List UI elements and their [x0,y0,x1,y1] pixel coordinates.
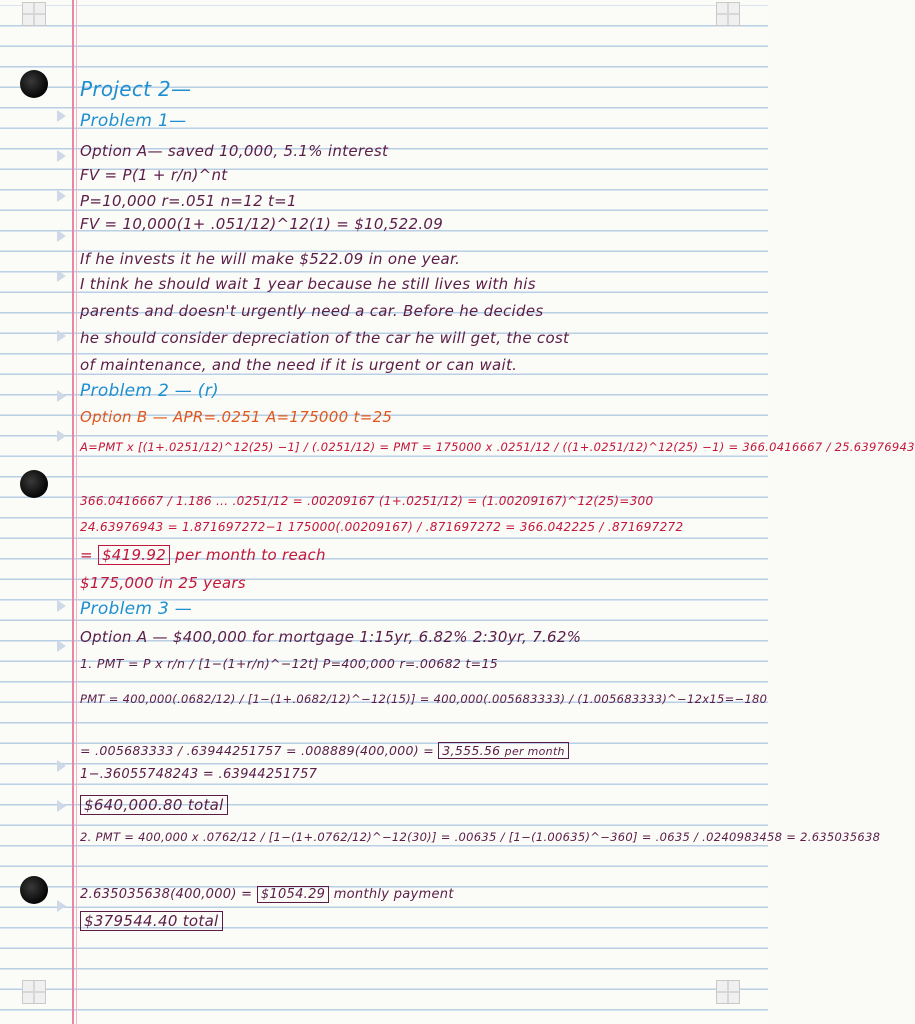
page-marker-icon [57,600,66,612]
problem2-equation: 24.63976943 = 1.871697272−1 175000(.00209167) / .871697272 = 366.042225 / .871697272 [80,520,684,534]
binder-hole-icon [20,876,48,904]
problem3-item-number: 1. [80,656,93,671]
problem1-paragraph-line: he should consider depreciation of the car he will get, the cost [80,329,570,347]
problem1-paragraph-line: I think he should wait 1 year because he still lives with his [80,275,536,293]
problem3-total2: $379544.40 total [80,911,223,931]
problem2-conclusion: $175,000 in 25 years [80,574,246,592]
problem1-calc: FV = 10,000(1+ .051/12)^12(1) = $10,522.09 [80,215,444,233]
page-marker-icon [57,760,66,772]
problem2-equation: 366.0416667 / 1.186 ... .0251/12 = .00209167 (1+.0251/12) = (1.00209167)^12(25)=300 [80,494,654,508]
problem3-total2-row [80,912,223,930]
page-marker-icon [57,230,66,242]
page-marker-icon [57,640,66,652]
problem1-paragraph-line: of maintenance, and the need if it is urgent or can wait. [80,356,518,374]
page-marker-icon [57,390,66,402]
problem3-total1-row [80,796,228,814]
page-marker-icon [57,430,66,442]
binder-hole-icon [20,470,48,498]
project-title: Project 2— [80,77,192,101]
problem2-answer-row: = $419.92 per month to reach [80,546,326,564]
problem1-formula: FV = P(1 + r/n)^nt [80,166,228,184]
page-marker-icon [57,330,66,342]
problem1-option: Option A— saved 10,000, 5.1% interest [80,142,389,160]
margin-line [72,0,74,1024]
problem3-heading: Problem 3 — [80,599,193,619]
problem2-heading: Problem 2 — (r) [80,381,219,401]
problem3-option: Option A — $400,000 for mortgage 1:15yr, 6.82% 2:30yr, 7.62% [80,628,582,646]
page-marker-icon [57,800,66,812]
page-marker-icon [57,270,66,282]
problem3-item-number: 2. [80,830,92,844]
binder-hole-icon [20,70,48,98]
problem3-formula2: 2. PMT = 400,000 x .0762/12 / [1−(1+.0762/12)^−12(30)] = .00635 / [1−(1.00635)^−360] = .0635 / .0240983458 = 2.635035638 [80,830,881,844]
page-marker-icon [57,150,66,162]
problem3-total1: $640,000.80 total [80,795,228,815]
problem1-result: If he invests it he will make $522.09 in one year. [80,250,461,268]
problem3-answer1: 3,555.56 per month [438,742,569,759]
page-marker-icon [57,900,66,912]
corner-code-icon [22,980,46,1004]
problem3-formula: 1. PMT = P x r/n / [1−(1+r/n)^−12t] P=400,000 r=.00682 t=15 [80,656,498,671]
page-marker-icon [57,110,66,122]
page-marker-icon [57,190,66,202]
corner-code-icon [716,2,740,26]
problem3-answer2: $1054.29 [257,886,329,903]
problem1-paragraph-line: parents and doesn't urgently need a car. Before he decides [80,302,544,320]
problem2-answer: $419.92 [98,545,170,565]
problem2-unit: per month to reach [175,546,326,564]
problem3-calc-row: = .005683333 / .63944251757 = .008889(400,000) = 3,555.56 per month [80,742,569,761]
corner-code-icon [716,980,740,1004]
problem3-calc-line: 1−.36055748243 = .63944251757 [80,767,318,782]
margin-line-inner [76,0,77,1024]
problem3-payment-row: 2.635035638(400,000) = $1054.29 monthly payment [80,887,454,902]
problem3-substitution: PMT = 400,000(.0682/12) / [1−(1+.0682/12)^−12(15)] = 400,000(.005683333) / (1.005683333)^−12x15=−180 [80,692,768,706]
problem1-values: P=10,000 r=.051 n=12 t=1 [80,192,297,210]
problem2-equation: A=PMT x [(1+.0251/12)^12(25) −1] / (.0251/12) = PMT = 175000 x .0251/12 / ((1+.0251/12)^12(25) −1) = 366.0416667 / 25.63976943 [80,440,915,454]
problem2-option: Option B — APR=.0251 A=175000 t=25 [80,408,393,426]
problem1-heading: Problem 1— [80,111,187,131]
corner-code-icon [22,2,46,26]
